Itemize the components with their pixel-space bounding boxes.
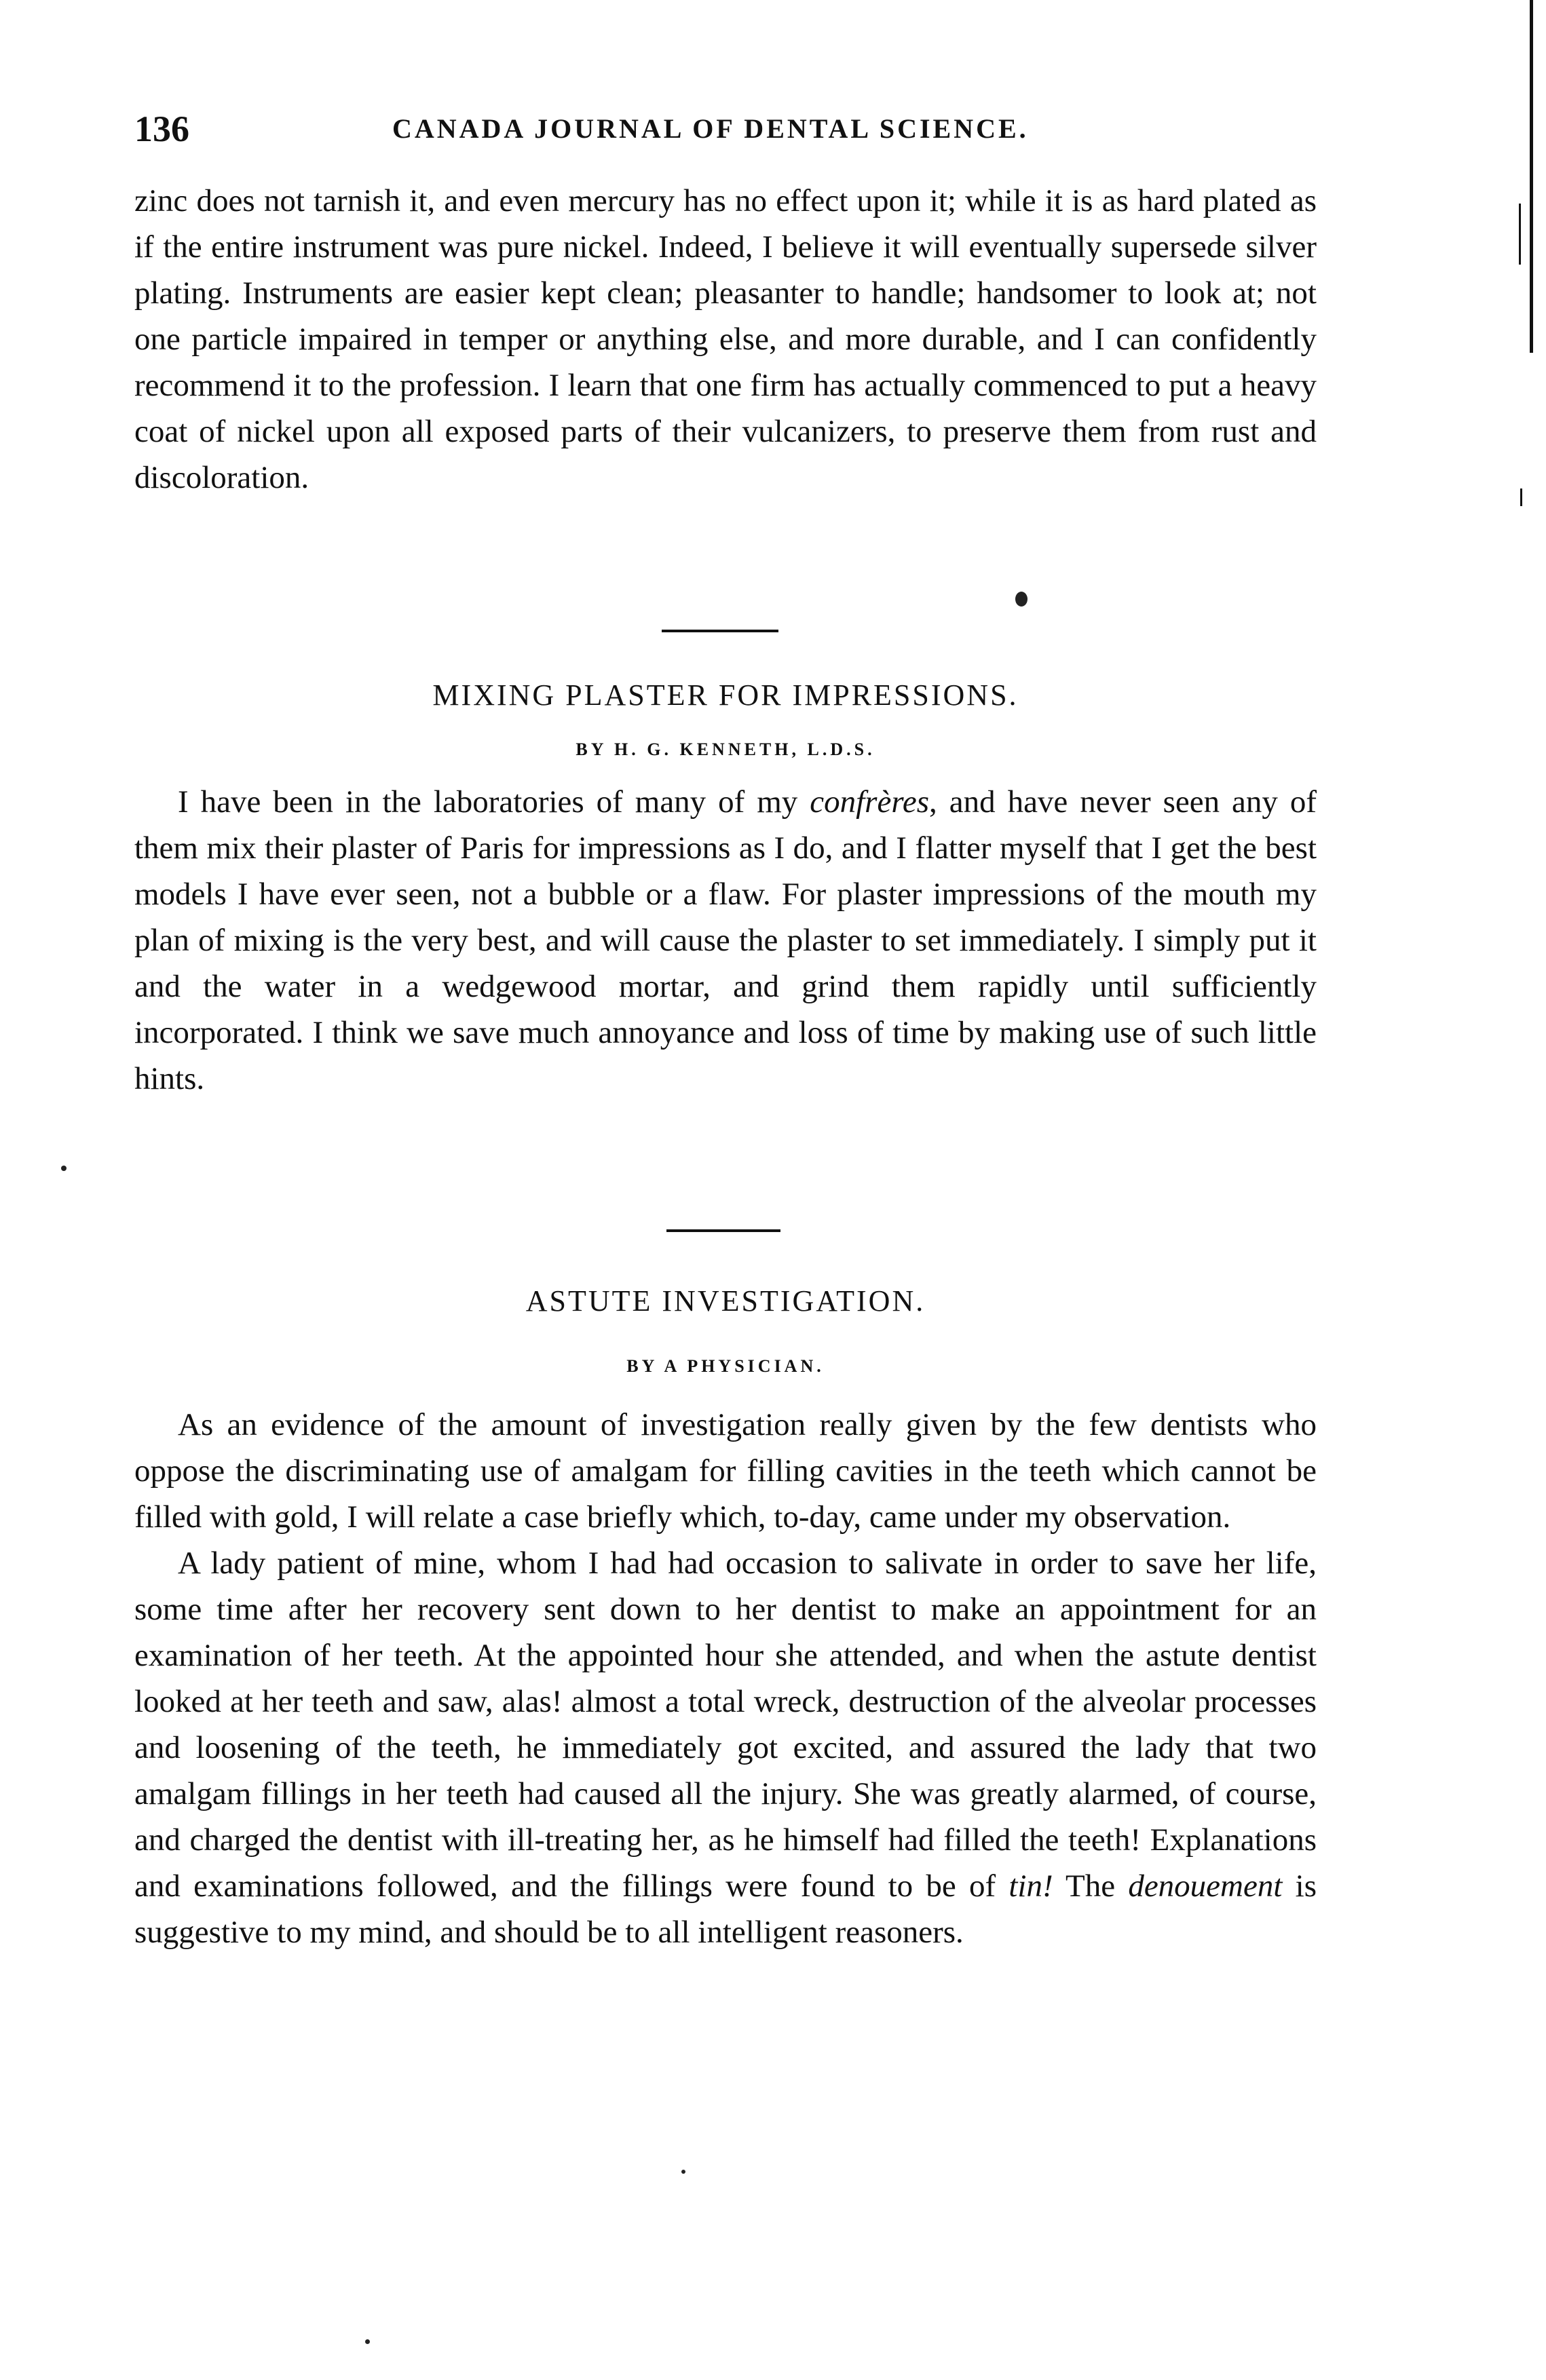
- article-title: MIXING PLASTER FOR IMPRESSIONS.: [432, 678, 1019, 712]
- article-title: ASTUTE INVESTIGATION.: [525, 1284, 926, 1318]
- article-paragraph: [134, 1540, 1317, 1955]
- article1-body: [134, 779, 1317, 1102]
- text-run: The: [1053, 1868, 1129, 1904]
- italic-term: denouement: [1128, 1868, 1283, 1904]
- binding-edge-mark: [1519, 204, 1521, 265]
- article-byline: BY A PHYSICIAN.: [626, 1356, 825, 1376]
- text-run: I have been in the laboratories of many of my: [178, 784, 810, 820]
- section-rule: [662, 630, 778, 632]
- ink-blot: [1015, 592, 1027, 607]
- speck: [681, 2170, 685, 2174]
- text-run: is suggestive to my mind, and should be to all intelligent reasoners.: [134, 1868, 1317, 1950]
- article-paragraph: As an evidence of the amount of investigation really given by the few dentists who oppose the discriminating use of amalgam for filling cavities in the teeth which cannot be filled with gold, I will relate a case briefly which, to-day, came under my observation.: [134, 1407, 1317, 1535]
- page-number: 136: [134, 109, 189, 149]
- binding-edge-mark: [1520, 488, 1522, 506]
- speck: [365, 2339, 370, 2344]
- intro-block: [134, 178, 1317, 501]
- italic-term: confrères: [810, 784, 930, 820]
- italic-term: tin!: [1008, 1868, 1053, 1904]
- section-rule: [666, 1229, 780, 1232]
- speck: [61, 1166, 67, 1171]
- article-byline: BY H. G. KENNETH, L.D.S.: [576, 740, 875, 759]
- journal-title: CANADA JOURNAL OF DENTAL SCIENCE.: [392, 113, 1029, 144]
- article2-body: [134, 1402, 1317, 1955]
- intro-paragraph: zinc does not tarnish it, and even mercury has no effect upon it; while it is as hard plated as if the entire instrument was pure nickel. Indeed, I believe it will eventually supersede silver plating. Instruments are easier kept clean; pleasanter to handle; handsomer to look at; not one particle impaired in temper or anything else, and more durable, and I can confidently recommend it to the profession. I learn that one firm has actually commenced to put a heavy coat of nickel upon all exposed parts of their vulcanizers, to preserve them from rust and discoloration.: [134, 183, 1317, 495]
- article-paragraph: [134, 779, 1317, 1102]
- running-head: [134, 102, 1329, 156]
- binding-edge-mark: [1530, 0, 1533, 353]
- text-run: , and have never seen any of them mix their plaster of Paris for impressions as I do, and I flatter myself that I get the best models I have ever seen, not a bubble or a flaw. For plaster impressions of the mouth my plan of mixing is the very best, and will cause the plaster to set immediately. I simply put it and the water in a wedgewood mortar, and grind them rapidly until sufficiently incorporated. I think we save much annoyance and loss of time by making use of such little hints.: [134, 784, 1317, 1096]
- text-run: A lady patient of mine, whom I had had occasion to salivate in order to save her life, some time after her recovery sent down to her dentist to make an appointment for an examination of her teeth. At the appointed hour she attended, and when the astute dentist looked at her teeth and saw, alas! almost a total wreck, destruction of the alveolar processes and loosening of the teeth, he immediately got excited, and assured the lady that two amalgam fillings in her teeth had caused all the injury. She was greatly alarmed, of course, and charged the dentist with ill-treating her, as he himself had filled the teeth! Explanations and examinations followed, and the fillings were found to be of: [134, 1546, 1317, 1904]
